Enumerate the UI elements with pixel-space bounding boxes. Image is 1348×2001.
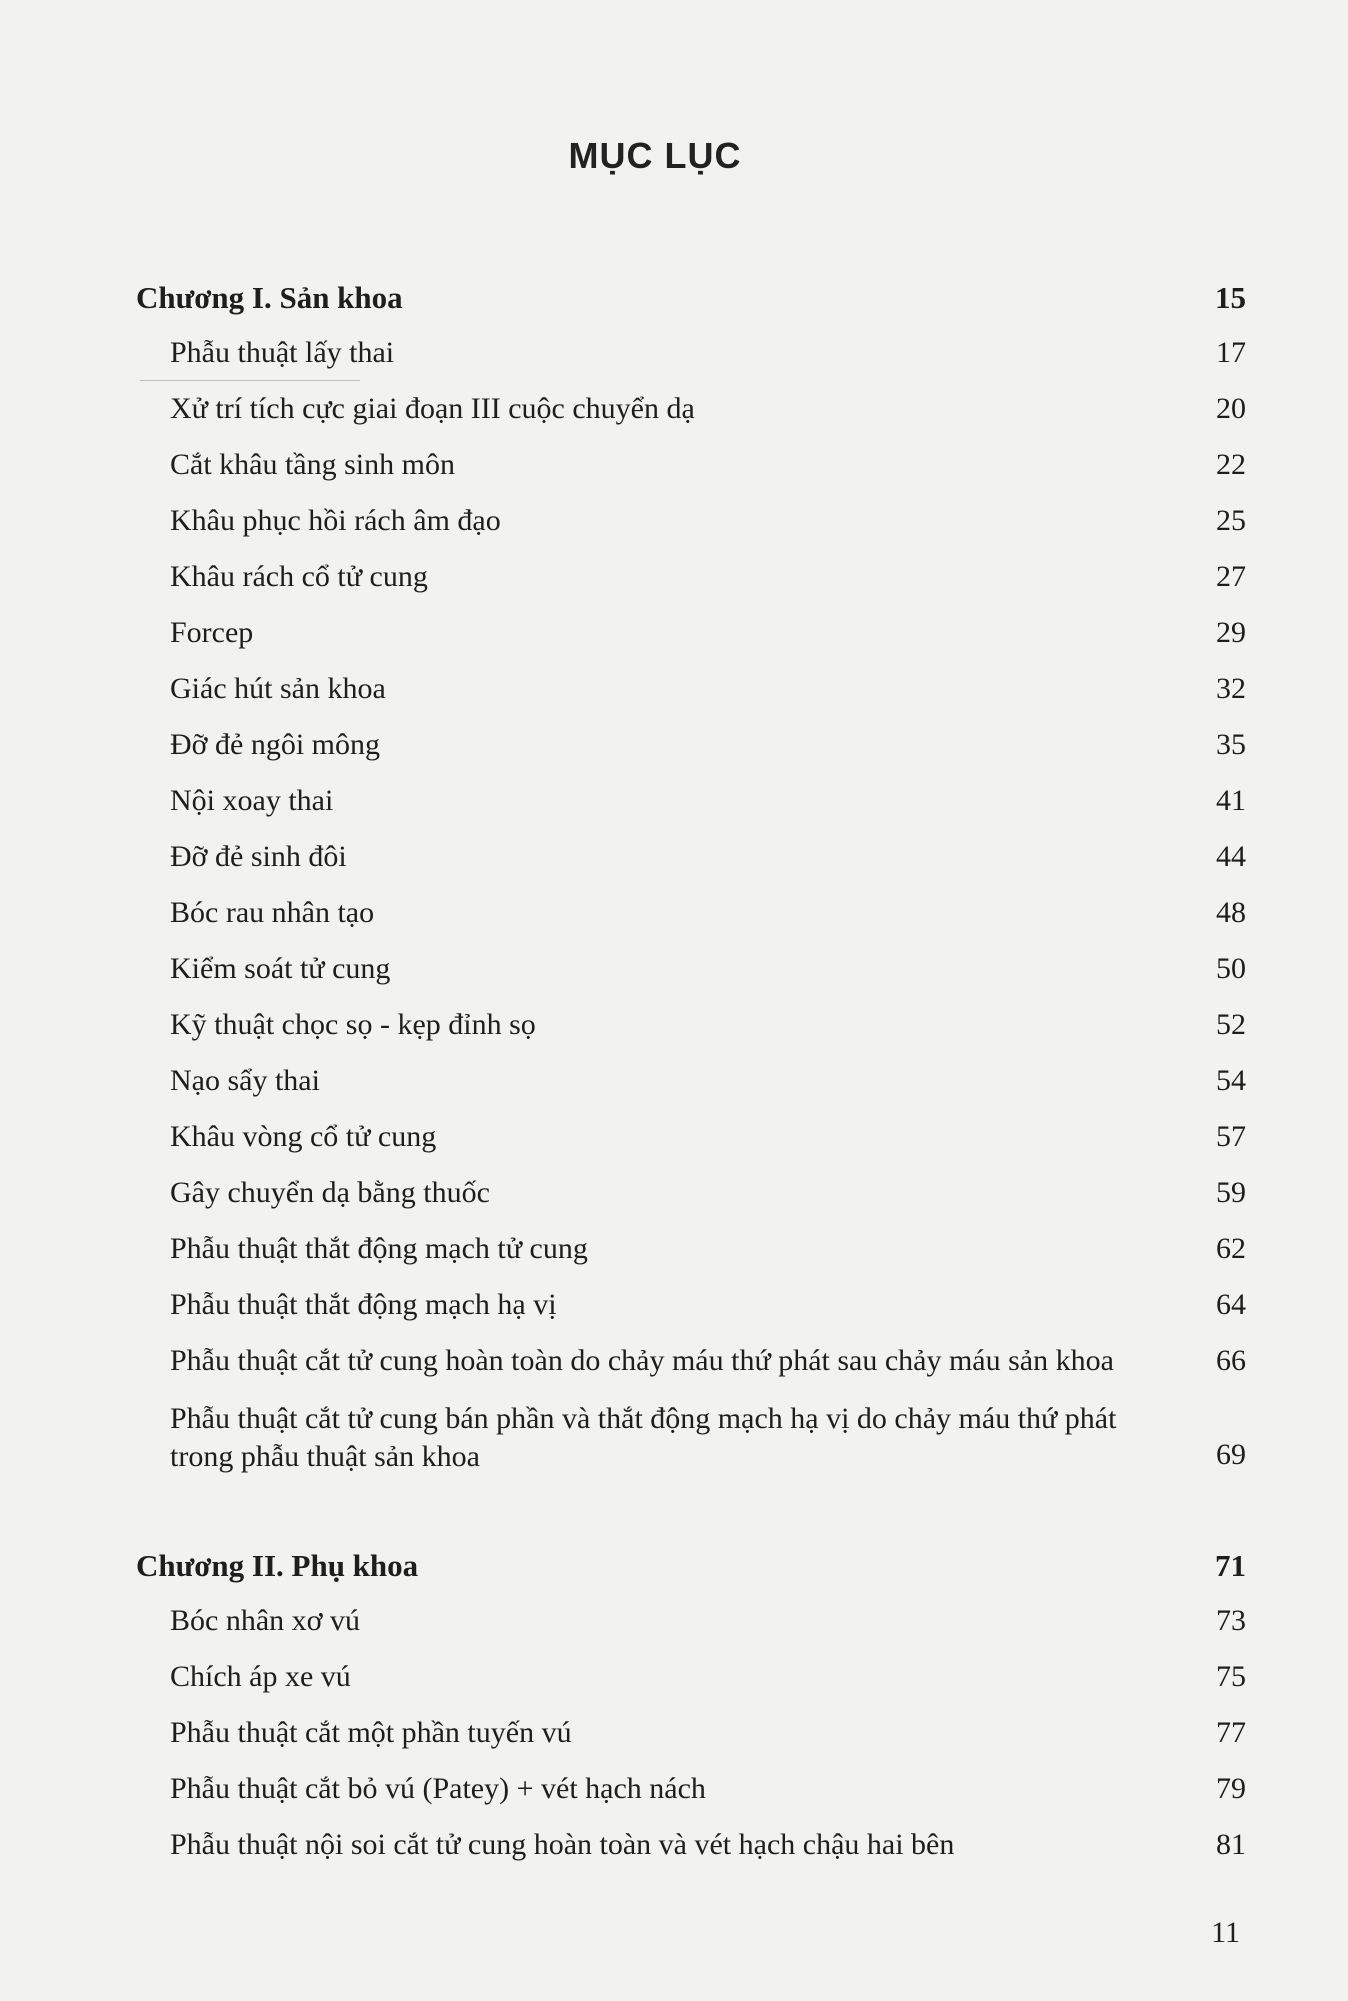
- entry-page-number: 54: [1216, 1064, 1246, 1097]
- entry-page-number: 35: [1216, 728, 1246, 761]
- entry-page-number: 75: [1216, 1660, 1246, 1693]
- entry-page-number: 79: [1216, 1772, 1246, 1805]
- page-number: 11: [1211, 1916, 1240, 1949]
- entry-page-number: 73: [1216, 1604, 1246, 1637]
- entry-page-number: 50: [1216, 952, 1246, 985]
- chapter-title: Chương I. Sản khoa: [136, 280, 403, 315]
- entry-label: Forcep: [170, 616, 254, 649]
- entry-page-number: 69: [1216, 1438, 1246, 1471]
- entry-label: Nạo sẩy thai: [170, 1064, 320, 1097]
- entry-label: Phẫu thuật lấy thai: [170, 336, 395, 369]
- entry-page-number: 48: [1216, 896, 1246, 929]
- entry-label: Cắt khâu tầng sinh môn: [170, 448, 455, 481]
- entry-label: Nội xoay thai: [170, 784, 334, 817]
- entry-page-number: 59: [1216, 1176, 1246, 1209]
- entry-label: Bóc rau nhân tạo: [170, 896, 375, 929]
- entry-label: Chích áp xe vú: [170, 1660, 351, 1693]
- entry-page-number: 22: [1216, 448, 1246, 481]
- entry-label: Giác hút sản khoa: [170, 672, 386, 705]
- page-title: MỤC LỤC: [568, 135, 742, 176]
- chapter-page-number: 15: [1215, 280, 1246, 315]
- entry-page-number: 44: [1216, 840, 1246, 873]
- entry-label: Phẫu thuật thắt động mạch hạ vị: [170, 1288, 557, 1321]
- divider: [140, 380, 360, 381]
- entry-page-number: 27: [1216, 560, 1246, 593]
- entry-label: Phẫu thuật cắt một phần tuyến vú: [170, 1716, 572, 1749]
- entry-label: Khâu phục hồi rách âm đạo: [170, 504, 501, 537]
- entry-label: Xử trí tích cực giai đoạn III cuộc chuyển dạ: [170, 392, 695, 425]
- entry-label: Bóc nhân xơ vú: [170, 1604, 361, 1637]
- entry-page-number: 81: [1216, 1828, 1246, 1861]
- entry-label: Kiểm soát tử cung: [170, 952, 391, 985]
- entry-page-number: 20: [1216, 392, 1246, 425]
- entry-page-number: 25: [1216, 504, 1246, 537]
- entry-page-number: 77: [1216, 1716, 1246, 1749]
- entry-label: Phẫu thuật thắt động mạch tử cung: [170, 1232, 588, 1265]
- entry-page-number: 32: [1216, 672, 1246, 705]
- entry-page-number: 57: [1216, 1120, 1246, 1153]
- entry-page-number: 41: [1216, 784, 1246, 817]
- entry-page-number: 64: [1216, 1288, 1246, 1321]
- entry-label: Phẫu thuật cắt tử cung hoàn toàn do chảy máu thứ phát sau chảy máu sản khoa: [170, 1344, 1114, 1377]
- entry-page-number: 62: [1216, 1232, 1246, 1265]
- entry-label: Kỹ thuật chọc sọ - kẹp đỉnh sọ: [170, 1008, 536, 1041]
- entry-page-number: 17: [1216, 336, 1246, 369]
- entry-page-number: 29: [1216, 616, 1246, 649]
- entry-label: Khâu rách cổ tử cung: [170, 560, 428, 593]
- entry-label: Đỡ đẻ ngôi mông: [170, 728, 381, 761]
- entry-page-number: 66: [1216, 1344, 1246, 1377]
- entry-label: Gây chuyển dạ bằng thuốc: [170, 1176, 490, 1209]
- chapter-page-number: 71: [1215, 1548, 1246, 1583]
- entry-page-number: 52: [1216, 1008, 1246, 1041]
- entry-label: Phẫu thuật cắt tử cung bán phần và thắt động mạch hạ vị do chảy máu thứ phát trong phẫu thuật sản khoa: [170, 1402, 1117, 1473]
- entry-label: Đỡ đẻ sinh đôi: [170, 840, 347, 873]
- entry-label: Khâu vòng cổ tử cung: [170, 1120, 437, 1153]
- entry-label: Phẫu thuật nội soi cắt tử cung hoàn toàn và vét hạch chậu hai bên: [170, 1828, 955, 1861]
- entry-label: Phẫu thuật cắt bỏ vú (Patey) + vét hạch nách: [170, 1772, 706, 1805]
- chapter-title: Chương II. Phụ khoa: [136, 1548, 419, 1583]
